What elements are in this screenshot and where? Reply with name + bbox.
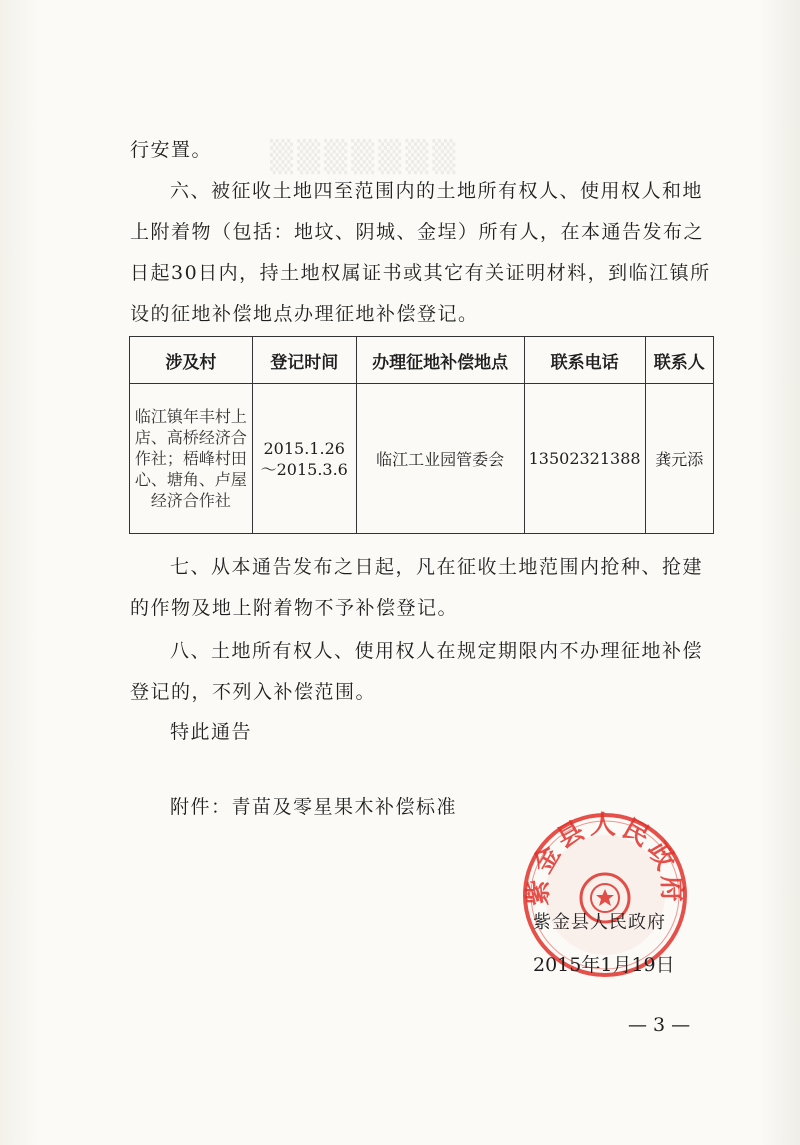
header-contact: 联系人 <box>645 337 713 384</box>
cell-village: 临江镇年丰村上店、高桥经济合作社；梧峰村田心、塘角、卢屋经济合作社 <box>130 384 253 534</box>
header-village: 涉及村 <box>130 337 253 384</box>
cell-location: 临江工业园管委会 <box>356 384 524 534</box>
cell-phone: 13502321388 <box>524 384 645 534</box>
paragraph-eight: 八、土地所有权人、使用权人在规定期限内不办理征地补偿登记的，不列入补偿范围。 <box>130 640 704 703</box>
header-time: 登记时间 <box>252 337 356 384</box>
cell-time <box>252 384 356 534</box>
time-start: 2015.1.26 <box>263 438 345 458</box>
time-end: ～2015.3.6 <box>260 459 348 479</box>
signature-date: 2015年1月19日 <box>533 954 675 976</box>
paragraph-seven: 七、从本通告发布之日起，凡在征收土地范围内抢种、抢建的作物及地上附着物不予补偿登记。 <box>130 556 704 619</box>
header-location: 办理征地补偿地点 <box>356 337 524 384</box>
notice-line: 特此通告 <box>170 721 253 743</box>
table-row <box>130 384 714 534</box>
registration-table <box>129 336 714 534</box>
svg-text:紫金县人民政府: 紫金县人民政府 <box>523 810 687 906</box>
page-number: — 3 — <box>628 1014 691 1036</box>
paragraph-continuation: 行安置。 <box>130 139 213 161</box>
paragraph-six: 六、被征收土地四至范围内的土地所有权人、使用权人和地上附着物（包括：地坟、阴城、金埕）所有人，在本通告发布之日起30日内，持土地权属证书或其它有关证明材料，到临江镇所设的征地补偿地点办理征地补偿登记。 <box>130 180 711 325</box>
issuer-name: 紫金县人民政府 <box>533 912 666 933</box>
attachment-line: 附件：青苗及零星果木补偿标准 <box>170 796 458 818</box>
cell-contact: 龚元添 <box>645 384 713 534</box>
header-phone: 联系电话 <box>524 337 645 384</box>
bleed-through-text: ▒▒▒▒▒▒▒ <box>270 140 460 175</box>
table-header-row <box>130 337 714 384</box>
